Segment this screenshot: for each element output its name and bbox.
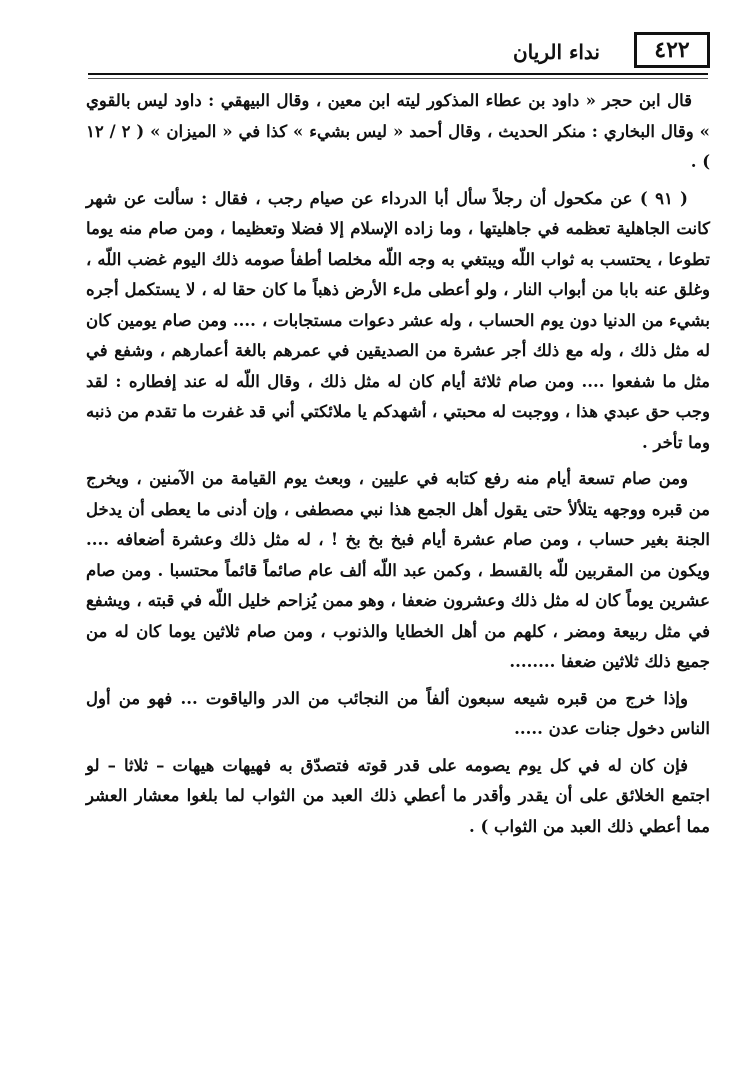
header-rule-thin (88, 78, 708, 79)
paragraph-grave: وإذا خرج من قبره شيعه سبعون ألفاً من النجائب من الدر والياقوت ... فهو من أول الناس دخول جنات عدن ..... (86, 688, 710, 738)
page-body (86, 86, 710, 848)
page-header (88, 32, 710, 72)
paragraph-hadith-91: ( ٩١ ) عن مكحول أن رجلاً سأل أبا الدرداء عن صيام رجب ، فقال : سألت عن شهر كانت الجاهلية تعظمه في جاهليتها ، وما زاده الإسلام إلا فضلا وتعظيما ، ومن صام منه يوما تطوعا ، يحتسب به ثواب اللّه ويبتغي به وجه اللّه مخلصا أطفأ صومه ذلك اليوم غضب اللّه ، وغلق عنه بابا من أبواب النار ، ولو أعطى ملء الأرض ذهباً ما كان حقا له ، لا يستكمل أجره بشيء من الدنيا دون يوم الحساب ، وله عشر دعوات مستجابات ، .... ومن صام يومين كان له مثل ذلك ، وله مع ذلك أجر عشرة من الصديقين في عمرهم بالغة أعمارهم ، وشفع في مثل ما شفعوا .... ومن صام ثلاثة أيام كان له مثل ذلك ، وقال اللّه له عند إفطاره : لقد وجب حق عبدي هذا ، ووجبت له محبتي ، أشهدكم يا ملائكتي أني قد غفرت ما تقدم من ذنبه وما تأخر . (86, 188, 710, 452)
page-number: ٤٢٢ (634, 32, 710, 68)
header-rule (88, 73, 708, 75)
paragraph-charity: فإن كان له في كل يوم يصومه على قدر قوته فتصدّق به فهيهات هيهات – ثلاثا – لو اجتمع الخلائق على أن يقدر وأقدر ما أعطي ذلك العبد من الثواب لما بلغوا معشار العشر مما أعطي ذلك العبد من الثواب ) . (86, 755, 710, 836)
paragraph-nine-days: ومن صام تسعة أيام منه رفع كتابه في عليين ، وبعث يوم القيامة من الآمنين ، ويخرج من قبره ووجهه يتلألأ حتى يقول أهل الجمع هذا نبي مصطفى ، وإن أدنى ما يعطى أن يدخل الجنة بغير حساب ، ومن صام عشرة أيام فبخ بخ بخ ! ، له مثل ذلك وعشرة أضعافه .... ويكون من المقربين للّه بالقسط ، وكمن عبد اللّه ألف عام صائماً قائماً محتسبا . ومن صام عشرين يوماً كان له مثل ذلك وعشرون ضعفا ، وهو ممن يُزاحم خليل اللّه في قبته ، ويشفع في مثل ربيعة ومضر ، كلهم من أهل الخطايا والذنوب ، ومن صام ثلاثين يوما كان له من جميع ذلك ثلاثين ضعفا ........ (86, 469, 710, 671)
running-title: نداء الريان (512, 40, 600, 64)
paragraph-citation: قال ابن حجر « داود بن عطاء المذكور ليته ابن معين ، وقال البيهقي : داود ليس بالقوي » وقال البخاري : منكر الحديث ، وقال أحمد « ليس بشيء » كذا في « الميزان » ( ٢ / ١٢ ) . (86, 91, 710, 171)
